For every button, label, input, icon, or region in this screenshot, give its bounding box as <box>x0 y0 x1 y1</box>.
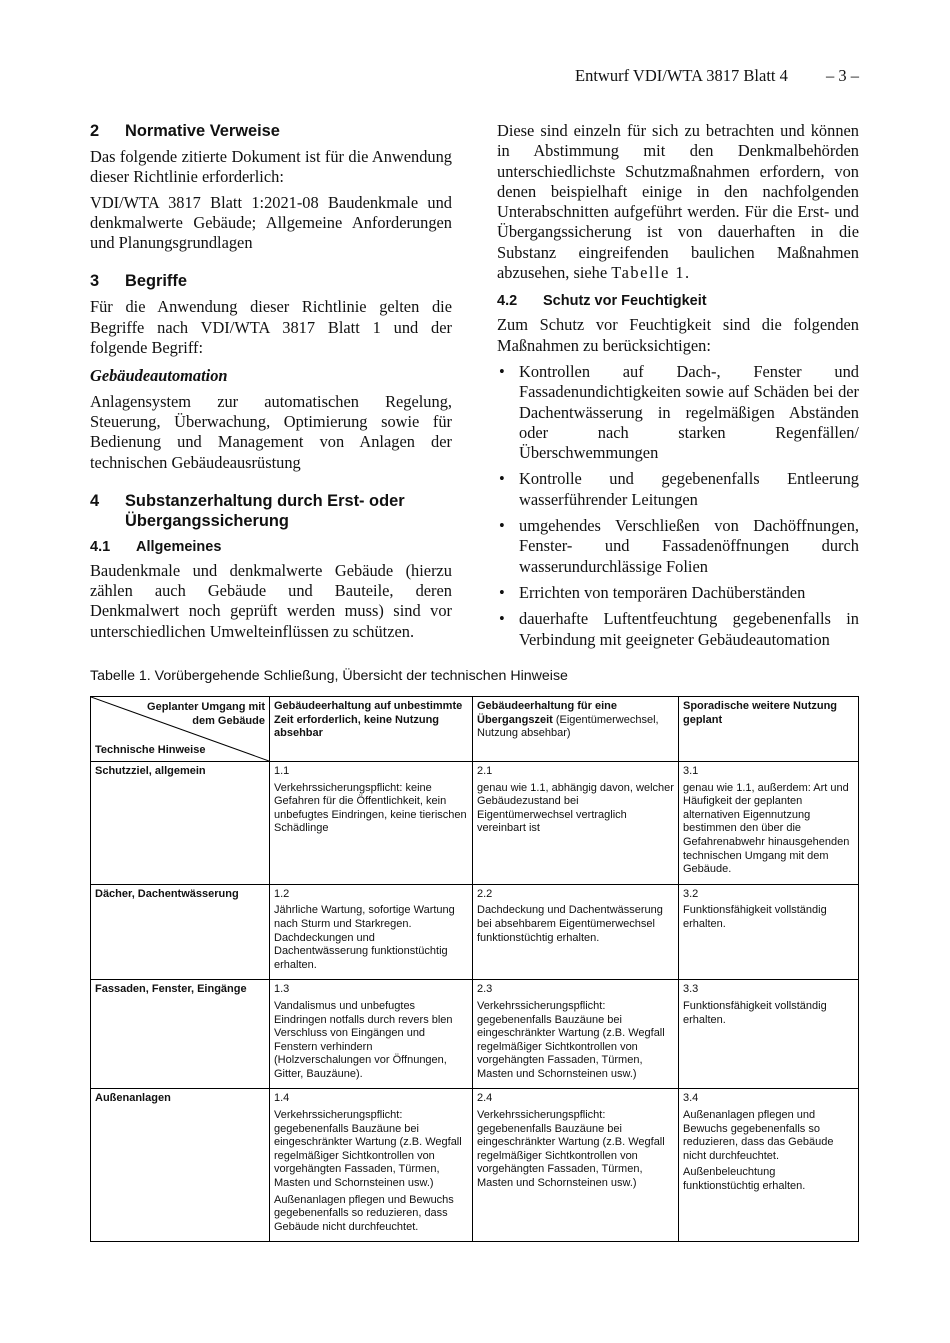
table-cell <box>473 980 679 1089</box>
cell-text: Außenanlagen pflegen und Bewuchs gegebenenfalls so reduzieren, dass Gebäude nicht durchfeuchtet. <box>274 1193 454 1233</box>
table-cell <box>270 762 473 885</box>
column-header-text: Gebäudeerhaltung für eine Übergangszeit <box>477 700 617 726</box>
cell-number: 3.2 <box>683 887 699 900</box>
reference-entry: VDI/WTA 3817 Blatt 1:2021-08 Baudenkmale und denkmalwerte Gebäude; Allgemeine Anforderungen und Planungsgrundlagen <box>90 192 452 253</box>
table-cell <box>679 980 859 1089</box>
corner-bottom-label: Technische Hinweise <box>95 744 206 757</box>
cell-number: 1.1 <box>274 765 290 777</box>
column-header-note: (Eigentümerwechsel, Nutzung absehbar) <box>477 713 659 740</box>
subsection-number: 4.1 <box>90 538 111 555</box>
definition: Anlagensystem zur automatischen Regelung, Steuerung, Überwachung, Optimierung sowie für Bedienung und Management von Anlagen der technischen Gebäudeausrüstung <box>90 391 452 472</box>
cell-text: Verkehrssicherungspflicht: gegebenenfalls Bauzäune bei eingeschränkter Wartung (z.B. Wegfall regelmäßiger Sichtkontrollen von vorgehängten Fassaden, Türmen, Masten und Schornsteinen usw.) <box>477 1109 665 1190</box>
paragraph: Baudenkmale und denkmalwerte Gebäude (hierzu zählen auch Gebäude und Bauteile, deren Denkmalwert noch geprüft werden muss) sind vor unterschiedlichen Umwelteinflüssen zu schützen. <box>90 560 452 641</box>
section-2-heading <box>90 121 452 141</box>
column-header <box>679 697 859 762</box>
section-number: 2 <box>90 122 100 140</box>
cell-number: 1.3 <box>274 983 290 996</box>
section-number: 4 <box>90 491 100 510</box>
table-caption: Tabelle 1. Vorübergehende Schließung, Übersicht der technischen Hinweise <box>90 668 568 684</box>
row-label: Fassaden, Fenster, Eingänge <box>91 980 270 1089</box>
page-number: – 3 – <box>826 66 859 85</box>
list-item: • Errichten von temporären Dachüberständen <box>497 583 859 603</box>
corner-top-label: Geplanter Umgang mit dem Gebäude <box>147 701 265 727</box>
table-cell <box>270 980 473 1089</box>
cell-number: 1.2 <box>274 887 290 900</box>
subsection-title: Schutz vor Feuchtigkeit <box>543 293 707 310</box>
list-item: • Kontrolle und gegebenenfalls Entleerung wasserführender Leitungen <box>497 469 859 510</box>
table-row <box>91 762 859 885</box>
section-3-heading <box>90 271 452 291</box>
cell-text: Funktionsfähigkeit vollständig erhalten. <box>683 999 827 1026</box>
column-header-text: Gebäudeerhaltung auf unbestimmte Zeit erforderlich, keine Nutzung absehbar <box>274 700 463 740</box>
cell-number: 1.4 <box>274 1092 290 1105</box>
cell-text: Verkehrssicherungspflicht: gegebenenfalls Bauzäune bei eingeschränkter Wartung (z.B. Wegfall regelmäßiger Sichtkontrollen von vorgehängten Fassaden, Türmen, Masten und Schornsteinen usw.) <box>274 1109 462 1190</box>
column-header <box>473 697 679 762</box>
cell-text: genau wie 1.1, abhängig davon, welcher Gebäudezustand bei Eigentümerwechsel vertraglich vereinbart ist <box>477 781 674 835</box>
table-header-row <box>91 697 859 762</box>
section-title: Normative Verweise <box>125 122 280 140</box>
cell-number: 3.3 <box>683 983 699 996</box>
subsection-title: Allgemeines <box>136 538 222 555</box>
technical-notes-table <box>90 696 859 1242</box>
cell-text: Außenanlagen pflegen und Bewuchs gegebenenfalls so reduzieren, dass das Gebäude nicht durchfeuchtet. <box>683 1109 834 1162</box>
page-header <box>575 66 859 86</box>
cell-number: 2.2 <box>477 887 493 900</box>
cell-text: Außenbeleuchtung funktionstüchtig erhalten. <box>683 1166 806 1193</box>
paragraph: Das folgende zitierte Dokument ist für die Anwendung dieser Richtlinie erforderlich: <box>90 147 452 187</box>
table-cell <box>270 1089 473 1242</box>
table-cell <box>473 1089 679 1242</box>
document-reference: Entwurf VDI/WTA 3817 Blatt 4 <box>575 66 788 85</box>
row-label: Außenanlagen <box>91 1089 270 1242</box>
corner-header-cell <box>91 697 270 762</box>
cell-text: Verkehrssicherungspflicht: gegebenenfalls Bauzäune bei eingeschränkter Wartung (z.B. Wegfall regelmäßiger Sichtkontrollen von vorgehängten Fassaden, Türmen, Masten und Schornsteinen usw.) <box>477 999 665 1080</box>
section-4-2-heading <box>497 291 859 311</box>
subsection-number: 4.2 <box>497 293 518 310</box>
list-item: • dauerhafte Luftentfeuchtung gegebenenfalls in Verbindung mit geeigneter Gebäudeautomation <box>497 609 859 650</box>
table-cell <box>270 884 473 980</box>
left-column <box>90 121 452 647</box>
cell-text: genau wie 1.1, außerdem: Art und Häufigkeit der geplanten alternativen Eigennutzung bestimmen den über die Gefahrenabwehr hinausgehenden technischen Umgang mit dem Gebäude. <box>683 781 850 876</box>
cell-text: Dachdeckung und Dachentwässerung bei absehbarem Eigentümerwechsel funktionstüchtig erhalten. <box>477 904 663 944</box>
column-header <box>270 697 473 762</box>
cell-number: 2.4 <box>477 1092 493 1105</box>
cell-text: Verkehrssicherungspflicht: keine Gefahren für die Öffentlichkeit, kein unbefugtes Eindringen, keine tierischen Schädlinge <box>274 781 467 835</box>
cell-text: Jährliche Wartung, sofortige Wartung nach Sturm und Starkregen. Dachdeckungen und Dachentwässerung funktionstüchtig erhalten. <box>274 904 455 971</box>
table-reference: Tabelle 1. <box>611 263 691 283</box>
table-cell <box>679 1089 859 1242</box>
table-row <box>91 980 859 1089</box>
section-number: 3 <box>90 272 100 291</box>
paragraph <box>497 121 859 283</box>
table-cell <box>473 884 679 980</box>
cell-number: 2.1 <box>477 765 493 777</box>
cell-number: 3.1 <box>683 765 699 777</box>
right-column <box>497 121 859 656</box>
paragraph: Für die Anwendung dieser Richtlinie gelten die Begriffe nach VDI/WTA 3817 Blatt 1 und der folgende Begriff: <box>90 297 452 358</box>
row-label: Schutzziel, allgemein <box>91 762 270 885</box>
table-row <box>91 1089 859 1242</box>
paragraph-text: Diese sind einzeln für sich zu betrachten und können in Abstimmung mit den Denkmalbehörden unterschiedlichste Schutzmaßnahmen erfordern, von denen beispielhaft einige in den nachfolgenden Unterabschnitten aufgeführt werden. Für die Erst- und Übergangssicherung ist von dauerhaften in die Substanz eingreifenden baulichen Maßnahmen abzusehen, siehe <box>497 121 859 283</box>
term: Gebäudeautomation <box>90 366 228 386</box>
section-title: Begriffe <box>125 272 187 291</box>
column-header-text: Sporadische weitere Nutzung geplant <box>683 700 838 726</box>
cell-number: 2.3 <box>477 983 493 996</box>
section-title: Substanzerhaltung durch Erst- oder Übergangssicherung <box>125 491 405 530</box>
section-4-heading <box>90 491 452 531</box>
list-item: • Kontrollen auf Dach-, Fenster und Fassadenundichtigkeiten sowie auf Schäden bei der Dachentwässerung in regelmäßigen Abständen oder nach starken Regenfällen/Überschwemmungen <box>497 362 859 463</box>
table-cell <box>473 762 679 885</box>
cell-text: Vandalismus und unbefugtes Eindringen notfalls durch revers blen Verschluss von Eingängen und Fenstern verhindern (Holzverschalungen vor Öffnungen, Gitter, Bauzäune). <box>274 999 453 1080</box>
cell-text: Funktionsfähigkeit vollständig erhalten. <box>683 904 827 930</box>
table-cell <box>679 762 859 885</box>
list-item: • umgehendes Verschließen von Dachöffnungen, Fenster- und Fassadenöffnungen durch wasserundurchlässige Folien <box>497 516 859 577</box>
paragraph: Zum Schutz vor Feuchtigkeit sind die folgenden Maßnahmen zu berücksichtigen: <box>497 315 859 355</box>
table-cell <box>679 884 859 980</box>
cell-number: 3.4 <box>683 1092 699 1105</box>
table-row <box>91 884 859 980</box>
section-4-1-heading <box>90 537 452 557</box>
row-label: Dächer, Dachentwässerung <box>91 884 270 980</box>
measures-list <box>497 362 859 650</box>
